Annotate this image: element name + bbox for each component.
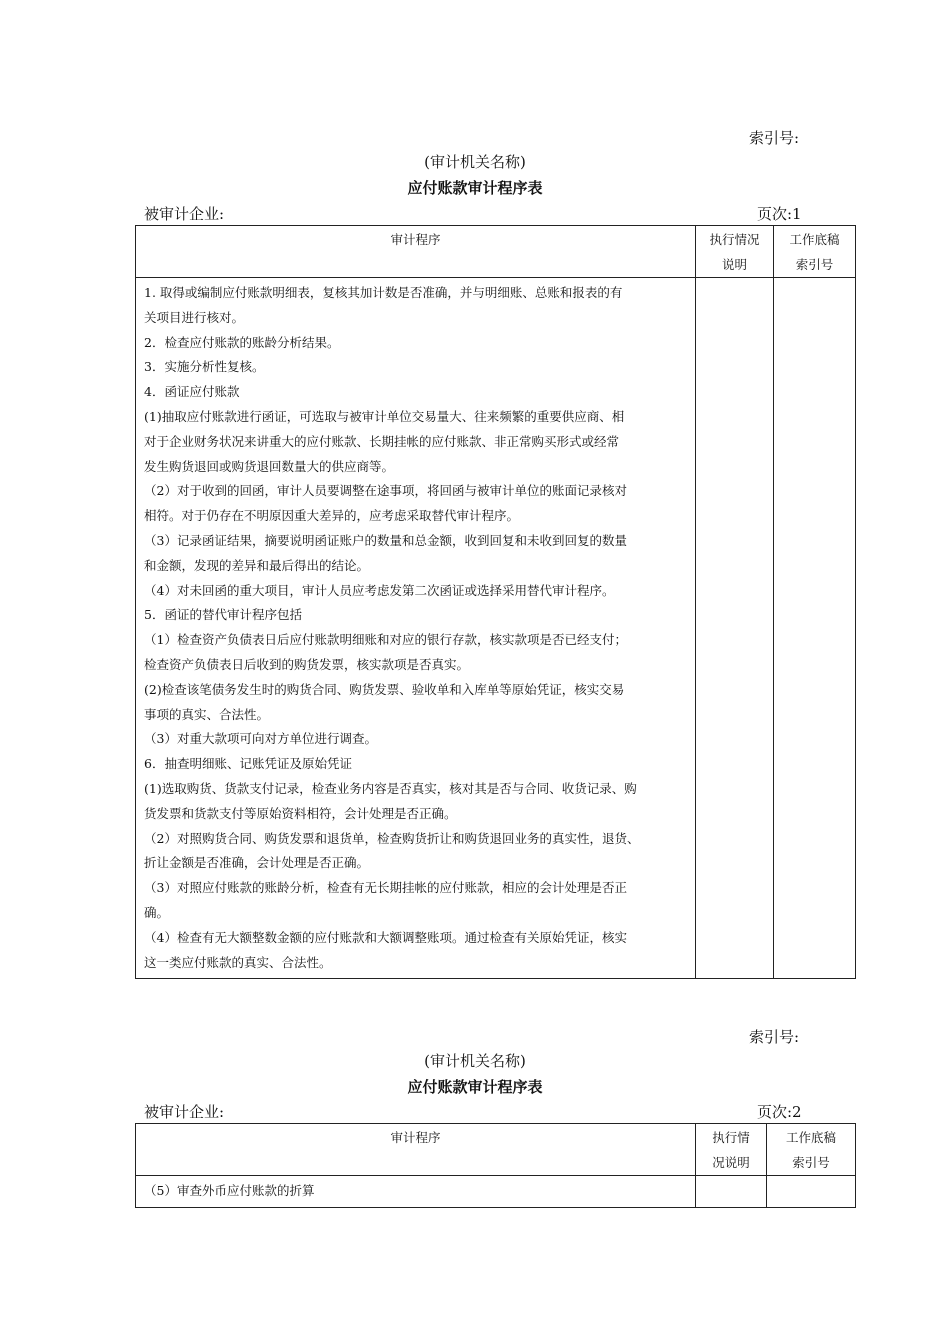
procedure-line: （4）检查有无大额整数金额的应付账款和大额调整账项。通过检查有关原始凭证，核实 <box>144 929 627 945</box>
table-header-row <box>136 1124 856 1176</box>
procedure-line: （3）记录函证结果，摘要说明函证账户的数量和总金额，收到回复和未收到回复的数量 <box>144 532 627 548</box>
header-workpaper-index: 工作底稿 索引号 <box>767 1124 856 1176</box>
audit-procedure-table <box>135 1123 856 1208</box>
procedure-line: （2）对于收到的回函，审计人员要调整在途事项，将回函与被审计单位的账面记录核对 <box>144 483 627 499</box>
procedure-cell <box>136 278 696 979</box>
index-number-label: 索引号: <box>749 129 800 147</box>
table-row <box>136 1176 856 1208</box>
page-number: 页次:2 <box>757 1103 802 1121</box>
audit-org-name: (审计机关名称) <box>424 1052 526 1070</box>
procedure-line: （5）审查外币应付账款的折算 <box>144 1183 315 1198</box>
procedure-line: （2）对照购货合同、购货发票和退货单，检查购货折让和购货退回业务的真实性，退货、 <box>144 830 640 846</box>
procedure-line: 2．检查应付账款的账龄分析结果。 <box>144 334 340 350</box>
table-row <box>136 278 856 979</box>
procedure-line: 关项目进行核对。 <box>144 309 245 325</box>
procedure-line: 确。 <box>144 904 170 920</box>
procedure-line: 发生购货退回或购货退回数量大的供应商等。 <box>144 458 395 474</box>
page-title: 应付账款审计程序表 <box>407 179 543 197</box>
procedure-line: (2)检查该笔债务发生时的购货合同、购货发票、验收单和入库单等原始凭证，核实交易 <box>144 681 625 697</box>
header-workpaper-index: 工作底稿 索引号 <box>774 226 856 278</box>
execution-cell <box>696 278 774 979</box>
procedure-line: （3）对重大款项可向对方单位进行调查。 <box>144 731 377 747</box>
audited-company-label: 被审计企业: <box>144 205 225 223</box>
table-header-row <box>136 226 856 278</box>
execution-cell <box>696 1176 767 1208</box>
procedure-line: （4）对未回函的重大项目，审计人员应考虑发第二次函证或选择采用替代审计程序。 <box>144 582 615 598</box>
procedure-line: 这一类应付账款的真实、合法性。 <box>144 954 332 970</box>
header-execution: 执行情况 说明 <box>696 226 774 278</box>
procedure-line: 5．函证的替代审计程序包括 <box>144 607 302 623</box>
workpaper-index-cell <box>774 278 856 979</box>
page-title: 应付账款审计程序表 <box>407 1078 543 1096</box>
procedure-line: 6．抽查明细账、记账凭证及原始凭证 <box>144 756 352 772</box>
procedure-line: (1)抽取应付账款进行函证，可选取与被审计单位交易量大、往来频繁的重要供应商、相 <box>144 408 625 424</box>
procedure-line: （1）检查资产负债表日后应付账款明细账和对应的银行存款，核实款项是否已经支付； <box>144 632 627 648</box>
procedure-line: 折让金额是否准确，会计处理是否正确。 <box>144 855 370 871</box>
procedure-line: 4．函证应付账款 <box>144 384 240 400</box>
header-procedure: 审计程序 <box>136 1124 696 1176</box>
header-execution: 执行情 况说明 <box>696 1124 767 1176</box>
audit-org-name: (审计机关名称) <box>424 153 526 171</box>
procedure-line: 1. 取得或编制应付账款明细表，复核其加计数是否准确，并与明细账、总账和报表的有 <box>144 285 623 300</box>
procedure-line: 相符。对于仍存在不明原因重大差异的，应考虑采取替代审计程序。 <box>144 508 520 524</box>
index-number-label: 索引号: <box>749 1028 800 1046</box>
header-procedure: 审计程序 <box>136 226 696 278</box>
procedure-line: （3）对照应付账款的账龄分析，检查有无长期挂帐的应付账款，相应的会计处理是否正 <box>144 880 627 896</box>
audited-company-label: 被审计企业: <box>144 1103 225 1121</box>
procedure-line: 和金额，发现的差异和最后得出的结论。 <box>144 557 370 573</box>
procedure-cell <box>136 1176 696 1208</box>
audit-procedure-table <box>135 225 856 979</box>
procedure-line: 检查资产负债表日后收到的购货发票，核实款项是否真实。 <box>144 656 470 672</box>
procedure-line: 对于企业财务状况来讲重大的应付账款、长期挂帐的应付账款、非正常购买形式或经常 <box>144 433 620 449</box>
procedure-line: 3．实施分析性复核。 <box>144 359 265 375</box>
procedure-line: 货发票和货款支付等原始资料相符，会计处理是否正确。 <box>144 805 457 821</box>
procedure-line: 事项的真实、合法性。 <box>144 706 270 722</box>
workpaper-index-cell <box>767 1176 856 1208</box>
page-number: 页次:1 <box>757 205 802 223</box>
procedure-line: (1)选取购货、货款支付记录，检查业务内容是否真实，核对其是否与合同、收货记录、购 <box>144 780 637 796</box>
